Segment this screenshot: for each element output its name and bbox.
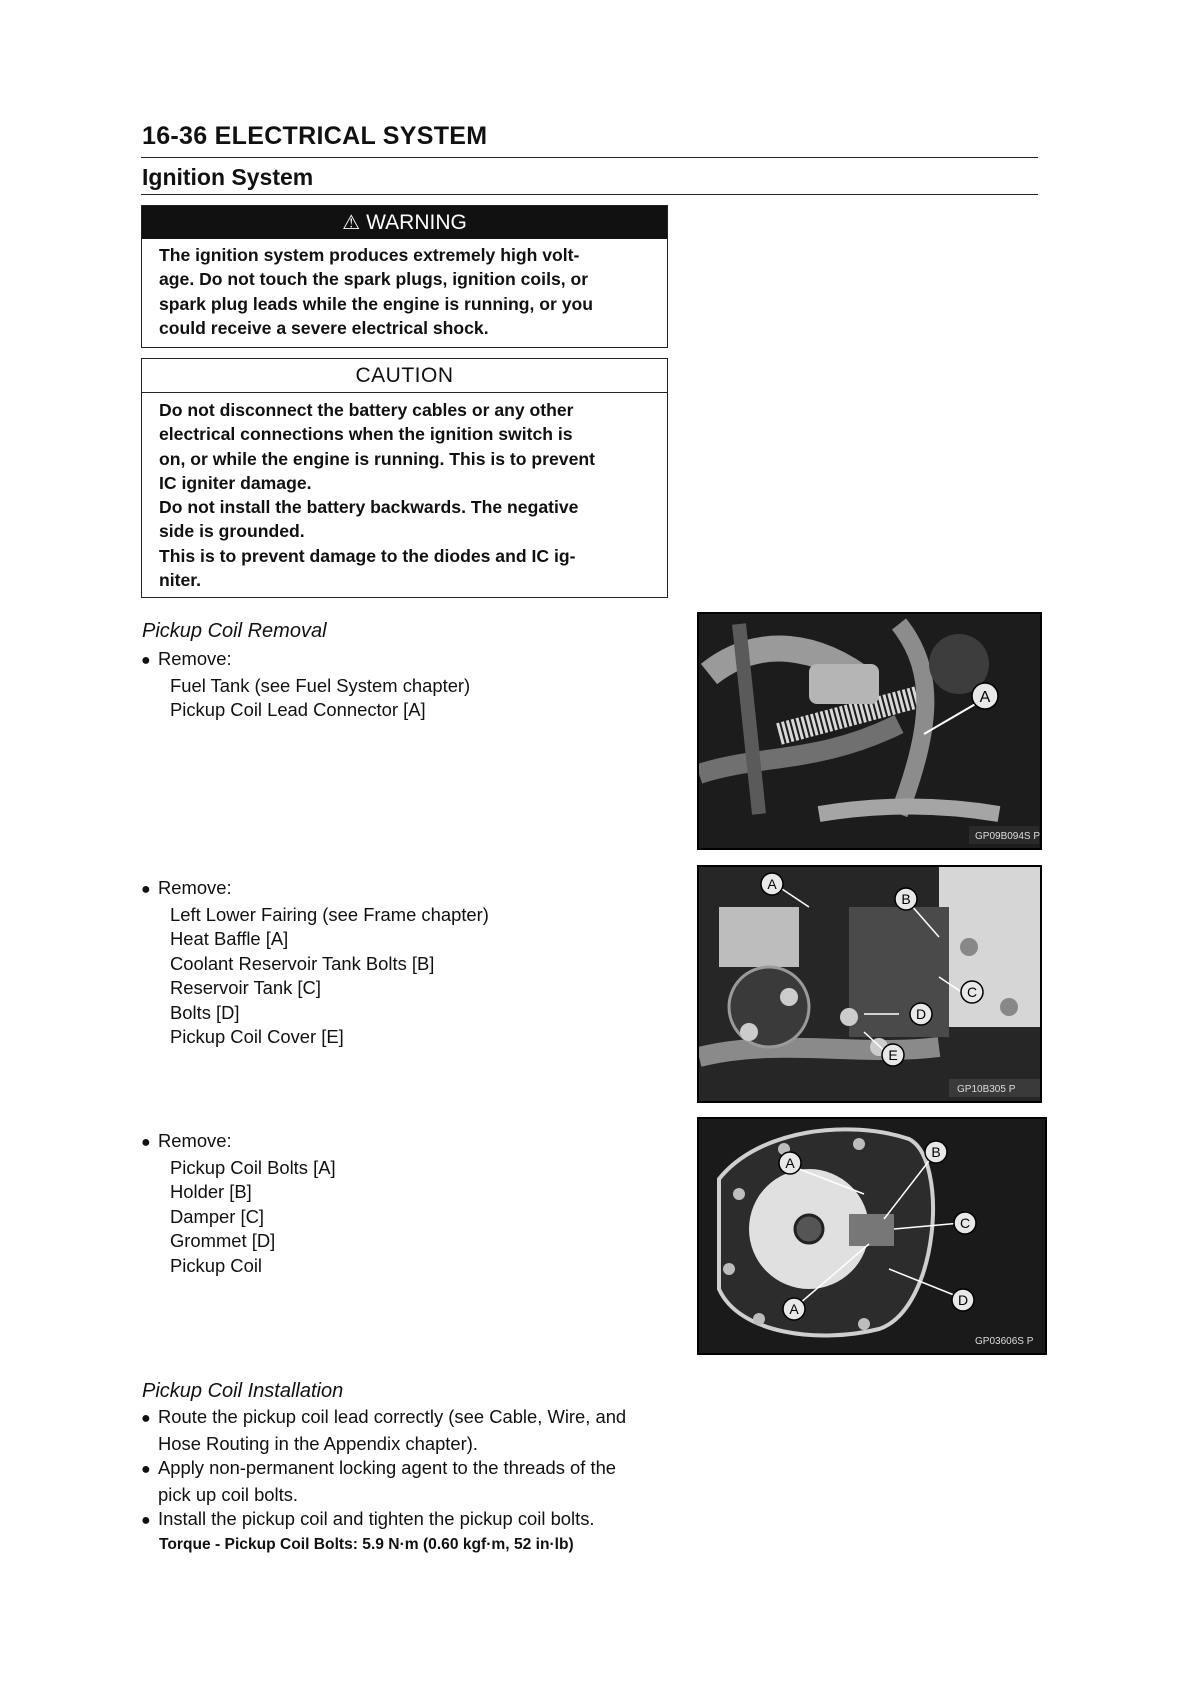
step-action: Remove:	[158, 877, 232, 898]
step-item: Pickup Coil Lead Connector [A]	[170, 699, 426, 720]
warning-text	[142, 239, 667, 340]
callout-label: C	[966, 984, 978, 1000]
installation-title: Pickup Coil Installation	[142, 1380, 344, 1402]
removal-step-2	[141, 876, 489, 1050]
warning-line: spark plug leads while the engine is running, or you	[159, 293, 594, 314]
photo-code: GP09B094S P	[975, 831, 1040, 842]
warning-line: The ignition system produces extremely high volt-	[159, 245, 580, 265]
warning-box	[141, 205, 668, 348]
torque-spec: Torque - Pickup Coil Bolts: 5.9 N·m (0.60 kgf·m, 52 in·lb)	[159, 1536, 574, 1553]
callout-label: E	[888, 1047, 898, 1063]
photo-code: GP03606S P	[975, 1336, 1034, 1347]
removal-title: Pickup Coil Removal	[142, 620, 327, 642]
warning-triangle-icon: ⚠	[342, 212, 361, 234]
bullet-icon: ●	[141, 1461, 151, 1478]
callout-label: B	[901, 891, 911, 907]
section-title: Ignition System	[142, 164, 314, 190]
warning-line: age. Do not touch the spark plugs, ignition coils, or	[159, 269, 589, 290]
caution-line: electrical connections when the ignition switch is	[159, 424, 573, 445]
step-item: Damper [C]	[170, 1205, 265, 1227]
caution-line: Do not disconnect the battery cables or any other	[159, 400, 574, 420]
caution-text	[142, 393, 667, 592]
callout-label: A	[767, 876, 777, 892]
step-item: Coolant Reservoir Tank Bolts [B]	[170, 952, 435, 974]
installation-bullets	[141, 1405, 681, 1534]
bullet-icon: ●	[141, 881, 151, 898]
callout-label: D	[915, 1006, 927, 1022]
step-item: Holder [B]	[170, 1181, 252, 1202]
step-item: Heat Baffle [A]	[170, 928, 289, 949]
removal-step-1	[141, 647, 470, 723]
callout-label: D	[957, 1292, 969, 1308]
step-item: Grommet [D]	[170, 1230, 276, 1251]
installation-bullet: ● Route the pickup coil lead correctly (see Cable, Wire, and Hose Routing in the Appendix chapter).	[141, 1406, 627, 1454]
step-action: Remove:	[158, 648, 232, 669]
bullet-icon: ●	[141, 652, 151, 669]
step-action: Remove:	[158, 1130, 232, 1151]
caution-line: on, or while the engine is running. This is to prevent	[159, 448, 595, 469]
caution-line: This is to prevent damage to the diodes and IC ig-	[159, 545, 576, 566]
step-item: Pickup Coil	[170, 1254, 262, 1276]
caution-box	[141, 358, 668, 598]
header-rule	[141, 157, 1038, 158]
callout-label: C	[959, 1215, 971, 1231]
removal-step-3	[141, 1129, 336, 1278]
installation-bullet: ● Install the pickup coil and tighten the pickup coil bolts.	[141, 1507, 681, 1534]
callout-label: A	[785, 1155, 795, 1171]
bullet-icon: ●	[141, 1512, 151, 1529]
step-item: Fuel Tank (see Fuel System chapter)	[170, 674, 471, 696]
callout-label: A	[979, 689, 991, 706]
page-header-title: 16-36 ELECTRICAL SYSTEM	[142, 122, 488, 150]
photo-code: GP10B305 P	[957, 1084, 1016, 1095]
caution-line: Do not install the battery backwards. The negative	[159, 497, 579, 518]
warning-header	[142, 206, 667, 239]
photo-pickup-coil	[697, 1117, 1047, 1355]
step-item: Left Lower Fairing (see Frame chapter)	[170, 903, 489, 925]
warning-line: could receive a severe electrical shock.	[159, 317, 489, 338]
warning-title: WARNING	[366, 211, 467, 234]
caution-title: CAUTION	[142, 359, 667, 393]
step-item: Pickup Coil Cover [E]	[170, 1026, 344, 1047]
caution-line: side is grounded.	[159, 521, 305, 542]
bullet-icon: ●	[141, 1410, 151, 1427]
caution-line: IC igniter damage.	[159, 472, 312, 493]
callout-label: A	[789, 1301, 799, 1317]
caution-line: niter.	[159, 570, 202, 591]
step-item: Bolts [D]	[170, 1001, 240, 1023]
step-item: Pickup Coil Bolts [A]	[170, 1156, 336, 1178]
installation-bullet: ● Apply non-permanent locking agent to the threads of the pick up coil bolts.	[141, 1457, 617, 1505]
photo-fairing-area	[697, 865, 1042, 1103]
callout-label: B	[931, 1144, 941, 1160]
photo-fuel-tank-area	[697, 612, 1042, 850]
bullet-icon: ●	[141, 1134, 151, 1151]
section-rule	[141, 194, 1038, 195]
step-item: Reservoir Tank [C]	[170, 977, 321, 998]
